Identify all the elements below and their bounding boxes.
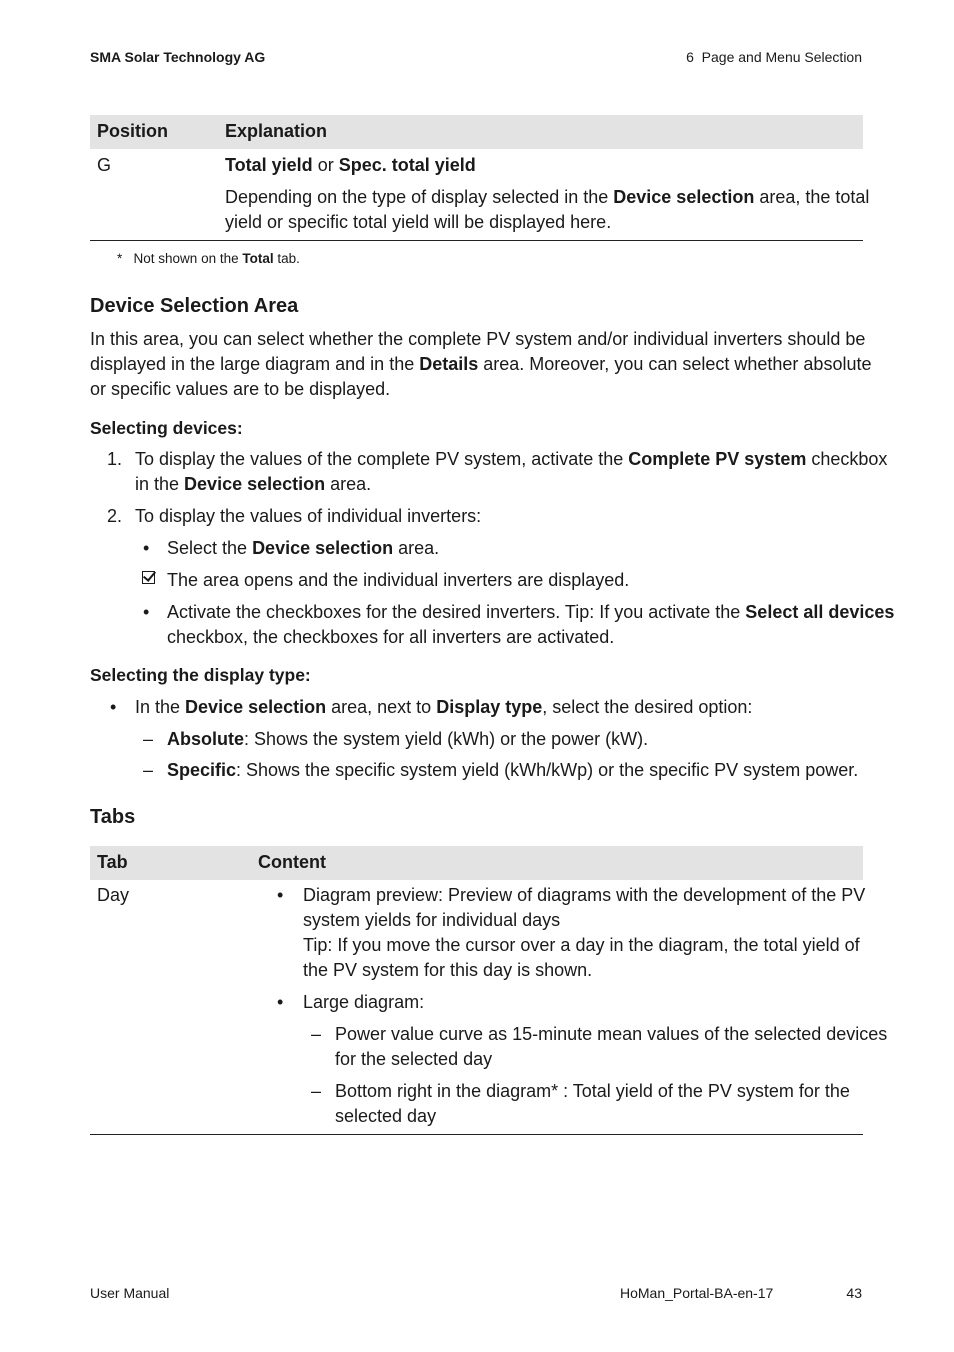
step1-text-line2: in the Device selection area. bbox=[135, 474, 372, 494]
bullet-icon: • bbox=[110, 697, 117, 717]
header-company: SMA Solar Technology AG bbox=[90, 49, 266, 65]
page-number: 43 bbox=[846, 1285, 862, 1301]
footer-manual: User Manual bbox=[90, 1285, 170, 1301]
tab-cell-day: Day bbox=[97, 885, 130, 905]
display-type-heading: Selecting the display type: bbox=[90, 665, 311, 685]
position-title: Total yield or Spec. total yield bbox=[225, 155, 476, 175]
diagram-preview-tip-line2: the PV system for this day is shown. bbox=[303, 960, 593, 980]
footnote: * Not shown on the Total tab. bbox=[117, 251, 300, 266]
diagram-preview-line1: Diagram preview: Preview of diagrams with the development of the PV bbox=[303, 885, 866, 905]
bullet-icon: • bbox=[277, 992, 284, 1012]
table-header bbox=[90, 846, 863, 880]
bullet-icon: • bbox=[143, 538, 150, 558]
step1-text: To display the values of the complete PV system, activate the Complete PV system checkbox bbox=[135, 449, 888, 469]
dash-icon: – bbox=[311, 1081, 322, 1101]
bullet-select-area: Select the Device selection area. bbox=[167, 538, 440, 558]
total-yield-line2: selected day bbox=[335, 1106, 437, 1126]
dash-icon: – bbox=[311, 1024, 322, 1044]
bullet-activate-checkboxes: Activate the checkboxes for the desired inverters. Tip: If you activate the Select all devices bbox=[167, 602, 895, 622]
bullet-icon: • bbox=[277, 885, 284, 905]
power-curve-line1: Power value curve as 15-minute mean values of the selected devices bbox=[335, 1024, 888, 1044]
intro-line1: In this area, you can select whether the complete PV system and/or individual inverters should be bbox=[90, 329, 866, 349]
option-specific: Specific: Shows the specific system yield (kWh/kWp) or the specific PV system power. bbox=[167, 760, 859, 780]
diagram-preview-line2: system yields for individual days bbox=[303, 910, 561, 930]
step2-number: 2. bbox=[107, 506, 123, 526]
position-table bbox=[90, 115, 863, 149]
table-header bbox=[90, 115, 863, 149]
result-text: The area opens and the individual inverters are displayed. bbox=[167, 570, 630, 590]
intro-line2: displayed in the large diagram and in the Details area. Moreover, you can select whether absolute bbox=[90, 354, 872, 374]
header-chapter: 6 Page and Menu Selection bbox=[686, 49, 862, 65]
tabs-table bbox=[90, 846, 863, 880]
bullet-activate-checkboxes-line2: checkbox, the checkboxes for all inverters are activated. bbox=[167, 627, 615, 647]
step2-text: To display the values of individual inverters: bbox=[135, 506, 482, 526]
option-absolute: Absolute: Shows the system yield (kWh) or the power (kW). bbox=[167, 729, 649, 749]
dash-icon: – bbox=[143, 760, 154, 780]
diagram-preview-tip: Tip: If you move the cursor over a day in the diagram, the total yield of bbox=[303, 935, 860, 955]
tabs-table-bottom-rule bbox=[90, 1134, 863, 1135]
device-selection-heading: Device Selection Area bbox=[90, 295, 299, 317]
table-bottom-rule bbox=[90, 240, 863, 241]
position-description-line2: yield or specific total yield will be displayed here. bbox=[225, 212, 612, 232]
tabs-heading: Tabs bbox=[90, 806, 136, 828]
column-header-position: Position bbox=[97, 121, 168, 141]
position-description: Depending on the type of display selected in the Device selection area, the total bbox=[225, 187, 870, 207]
column-header-tab: Tab bbox=[97, 852, 128, 872]
footer-doc-id: HoMan_Portal-BA-en-17 bbox=[620, 1285, 774, 1301]
large-diagram-label: Large diagram: bbox=[303, 992, 425, 1012]
display-type-instruction: In the Device selection area, next to Display type, select the desired option: bbox=[135, 697, 753, 717]
bullet-icon: • bbox=[143, 602, 150, 622]
column-header-explanation: Explanation bbox=[225, 121, 328, 141]
step1-number: 1. bbox=[107, 449, 123, 469]
power-curve-line2: for the selected day bbox=[335, 1049, 493, 1069]
total-yield-line1: Bottom right in the diagram* : Total yield of the PV system for the bbox=[335, 1081, 850, 1101]
column-header-content: Content bbox=[258, 852, 326, 872]
intro-line3: or specific values are to be displayed. bbox=[90, 379, 391, 399]
dash-icon: – bbox=[143, 729, 154, 749]
selecting-devices-heading: Selecting devices: bbox=[90, 418, 243, 438]
position-cell: G bbox=[97, 155, 112, 175]
result-check-icon bbox=[142, 571, 155, 589]
